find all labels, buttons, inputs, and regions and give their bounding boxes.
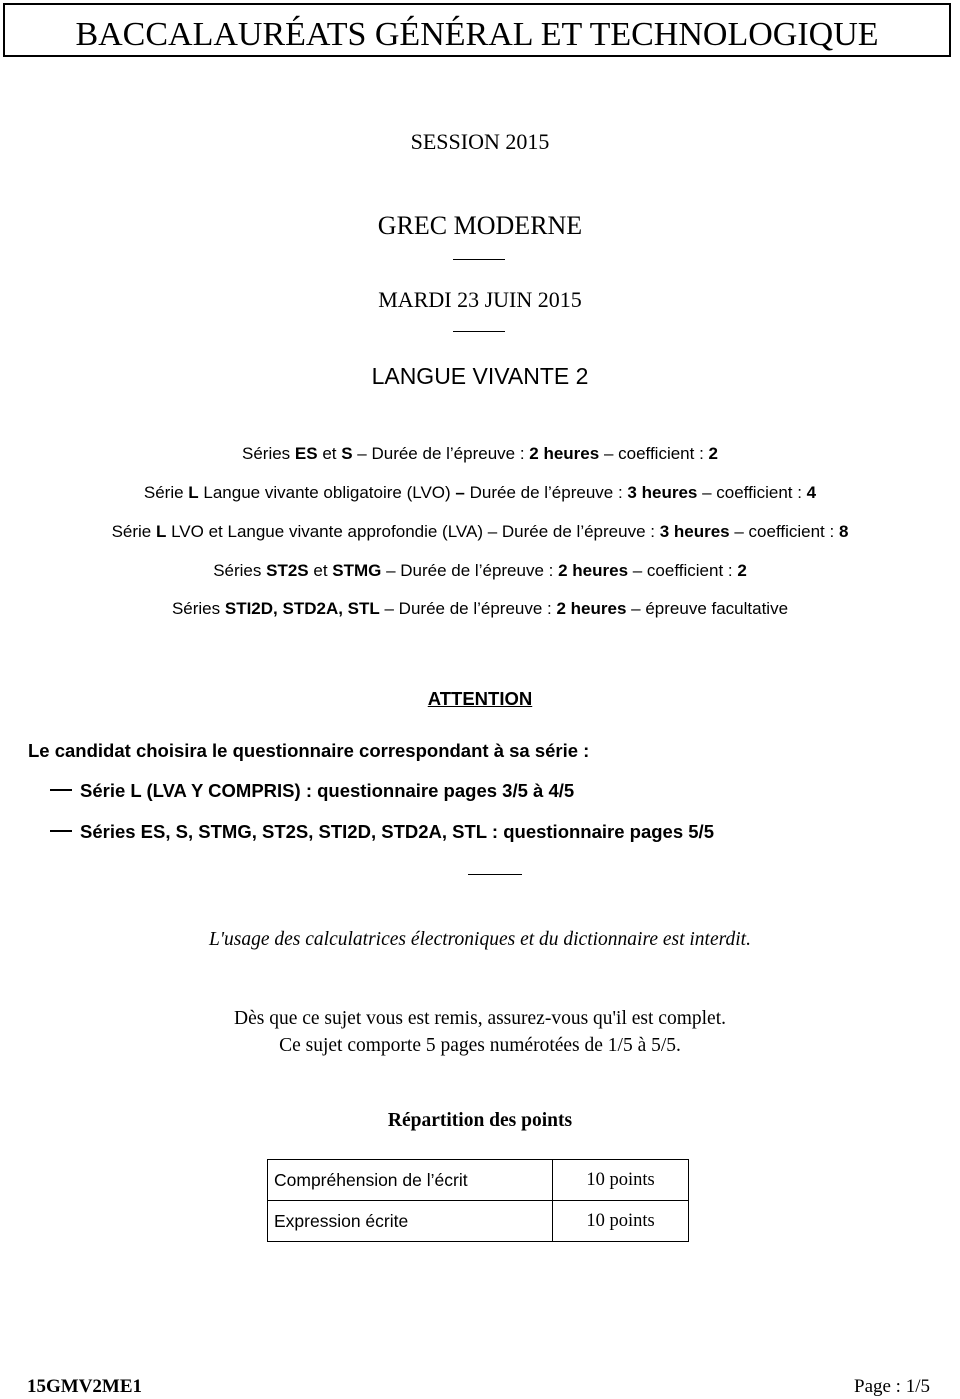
completeness-notice: Dès que ce sujet vous est remis, assurez-vous qu'il est complet. xyxy=(234,1008,726,1029)
title-box xyxy=(3,3,951,57)
table-cell-value: 10 points xyxy=(553,1160,689,1201)
table-cell-value: 10 points xyxy=(553,1201,689,1242)
calculator-notice: L'usage des calculatrices électroniques et du dictionnaire est interdit. xyxy=(209,929,751,950)
series-line: Séries ST2S et STMG – Durée de l’épreuve : 2 heures – coefficient : 2 xyxy=(213,561,747,580)
table-row xyxy=(268,1160,689,1201)
document-title: BACCALAURÉATS GÉNÉRAL ET TECHNOLOGIQUE xyxy=(75,16,879,53)
footer-code: 15GMV2ME1 xyxy=(27,1376,143,1397)
series-line: Séries ES et S – Durée de l’épreuve : 2 heures – coefficient : 2 xyxy=(241,444,718,463)
table-cell-label: Compréhension de l’écrit xyxy=(268,1160,553,1201)
points-heading: Répartition des points xyxy=(387,1110,573,1131)
list-item: Série L (LVA Y COMPRIS) : questionnaire pages 3/5 à 4/5 xyxy=(50,780,574,802)
page-count-notice: Ce sujet comporte 5 pages numérotées de 1/5 à 5/5. xyxy=(279,1035,681,1056)
series-line: Séries STI2D, STD2A, STL – Durée de l’épreuve : 2 heures – épreuve facultative xyxy=(171,599,789,618)
table-cell-label: Expression écrite xyxy=(268,1201,553,1242)
subject-title: GREC MODERNE xyxy=(377,211,583,240)
session-label: SESSION 2015 xyxy=(410,129,550,154)
divider xyxy=(453,259,505,260)
attention-heading: ATTENTION xyxy=(427,688,533,709)
dash-bullet xyxy=(50,789,72,791)
points-table xyxy=(267,1159,689,1242)
dash-bullet xyxy=(50,830,72,832)
divider xyxy=(453,331,505,332)
series-line: Série L LVO et Langue vivante approfondie (LVA) – Durée de l’épreuve : 3 heures – coefficient : 8 xyxy=(111,522,849,541)
divider xyxy=(468,874,522,875)
exam-date: MARDI 23 JUIN 2015 xyxy=(378,287,582,312)
footer-page-number: Page : 1/5 xyxy=(854,1376,930,1397)
list-item: Séries ES, S, STMG, ST2S, STI2D, STD2A, STL : questionnaire pages 5/5 xyxy=(50,821,714,843)
attention-intro: Le candidat choisira le questionnaire correspondant à sa série : xyxy=(28,740,590,761)
table-row xyxy=(268,1201,689,1242)
series-line: Série L Langue vivante obligatoire (LVO) – Durée de l’épreuve : 3 heures – coefficient : 4 xyxy=(143,483,817,502)
language-level: LANGUE VIVANTE 2 xyxy=(371,363,589,389)
